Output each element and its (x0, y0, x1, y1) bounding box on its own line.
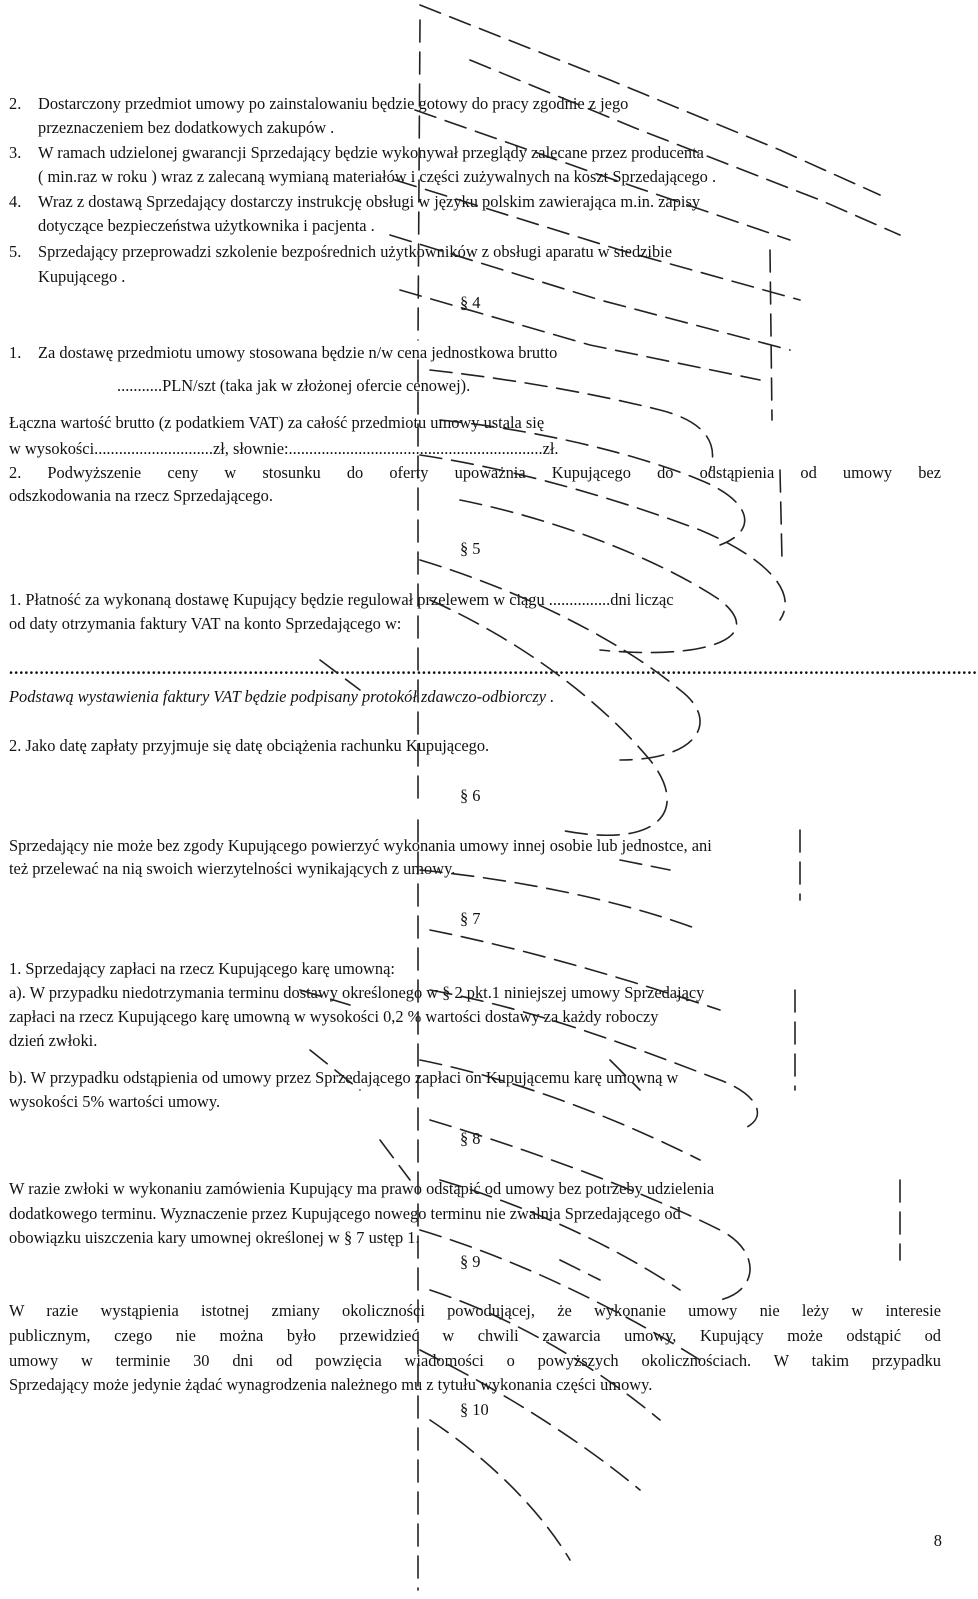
item-4-line-2: dotyczące bezpieczeństwa użytkownika i pacjenta . (38, 216, 375, 235)
sec5-italic-note: Podstawą wystawienia faktury VAT będzie podpisany protokół zdawczo-odbiorczy . (9, 687, 555, 706)
sec7-line-2: a). W przypadku niedotrzymania terminu dostawy określonego w § 2 pkt.1 niniejszej umowy Sprzedający (9, 983, 705, 1002)
section-10-heading: § 10 (460, 1400, 489, 1419)
sec4-p1-line-1: Za dostawę przedmiotu umowy stosowana będzie n/w cena jednostkowa brutto (38, 343, 558, 362)
item-2-line-1: Dostarczony przedmiot umowy po zainstalowaniu będzie gotowy do pracy zgodnie z jego (38, 94, 629, 113)
sec6-line-2: też przelewać na nią swoich wierzytelności wynikających z umowy. (9, 859, 456, 878)
sec9-line-2: publicznym, czego nie można było przewidzieć w chwili zawarcia umowy, Kupujący może odstąpić od (9, 1326, 941, 1345)
item-4-line-1: Wraz z dostawą Sprzedający dostarczy instrukcję obsługi w języku polskim zawierająca m.in. zapisy (38, 192, 701, 211)
sec4-p1-line-2: ...........PLN/szt (taka jak w złożonej ofercie cenowej). (117, 376, 471, 395)
sec7-line-3: zapłaci na rzecz Kupującego karę umowną w wysokości 0,2 % wartości dostawy za każdy roboczy (9, 1007, 659, 1026)
sec5-p2: 2. Jako datę zapłaty przyjmuje się datę obciążenia rachunku Kupującego. (9, 736, 490, 755)
sec5-p1-line-2: od daty otrzymania faktury VAT na konto Sprzedającego w: (9, 614, 402, 633)
item-3-number: 3. (9, 143, 22, 162)
item-5-line-1: Sprzedający przeprowadzi szkolenie bezpośrednich użytkowników z obsługi aparatu w siedzibie (38, 242, 673, 261)
sec7-line-6: wysokości 5% wartości umowy. (9, 1092, 221, 1111)
sec8-line-3: obowiązku uiszczenia kary umownej określonej w § 7 ustęp 1. (9, 1228, 420, 1247)
section-6-heading: § 6 (460, 786, 481, 805)
item-3-line-1: W ramach udzielonej gwarancji Sprzedający będzie wykonywał przeglądy zalecane przez producenta (38, 143, 704, 162)
section-8-heading: § 8 (460, 1129, 481, 1148)
sec9-line-3: umowy w terminie 30 dni od powzięcia wiadomości o powyższych okolicznościach. W takim przypadku (9, 1351, 941, 1370)
sec5-account-dots: .............................................................................................................................................................................................. (9, 659, 978, 678)
sec4-p2-line-1: 2. Podwyższenie ceny w stosunku do oferty upoważnia Kupującego do odstąpienia od umowy bez (9, 463, 941, 482)
sec9-line-4: Sprzedający może jedynie żądać wynagrodzenia należnego mu z tytułu wykonania części umowy. (9, 1375, 653, 1394)
sec7-line-5: b). W przypadku odstąpienia od umowy przez Sprzedającego zapłaci on Kupującemu karę umowną w (9, 1068, 679, 1087)
sec8-line-1: W razie zwłoki w wykonaniu zamówienia Kupujący ma prawo odstąpić od umowy bez potrzeby udzielenia (9, 1179, 715, 1198)
section-9-heading: § 9 (460, 1252, 481, 1271)
item-2-line-2: przeznaczeniem bez dodatkowych zakupów . (38, 118, 335, 137)
sec9-line-1: W razie wystąpienia istotnej zmiany okoliczności powodującej, że wykonanie umowy nie leży w interesie (9, 1301, 941, 1320)
item-4-number: 4. (9, 192, 22, 211)
sec4-p1-line-3: Łączna wartość brutto (z podatkiem VAT) za całość przedmiotu umowy ustala się (9, 413, 545, 432)
item-5-number: 5. (9, 242, 22, 261)
section-7-heading: § 7 (460, 909, 481, 928)
sec6-line-1: Sprzedający nie może bez zgody Kupującego powierzyć wykonania umowy innej osobie lub jednostce, ani (9, 836, 712, 855)
item-5-line-2: Kupującego . (38, 267, 126, 286)
item-2-number: 2. (9, 94, 22, 113)
sec4-p1-line-4: w wysokości.............................zł, słownie:..............................................................zł. (9, 439, 559, 458)
sec4-p2-line-2: odszkodowania na rzecz Sprzedającego. (9, 486, 273, 505)
sec4-p1-number: 1. (9, 343, 22, 362)
sec8-line-2: dodatkowego terminu. Wyznaczenie przez Kupującego nowego terminu nie zwalnia Sprzedającego od (9, 1204, 681, 1223)
page-number: 8 (933, 1531, 942, 1550)
item-3-line-2: ( min.raz w roku ) wraz z zalecaną wymianą materiałów i części zużywalnych na koszt Sprzedającego . (38, 167, 717, 186)
section-5-heading: § 5 (460, 539, 481, 558)
sec7-line-4: dzień zwłoki. (9, 1031, 98, 1050)
section-4-heading: § 4 (460, 293, 481, 312)
sec5-p1-line-1: 1. Płatność za wykonaną dostawę Kupujący będzie regulował przelewem w ciągu ...............dni licząc (9, 590, 674, 609)
sec7-line-1: 1. Sprzedający zapłaci na rzecz Kupującego karę umowną: (9, 959, 395, 978)
